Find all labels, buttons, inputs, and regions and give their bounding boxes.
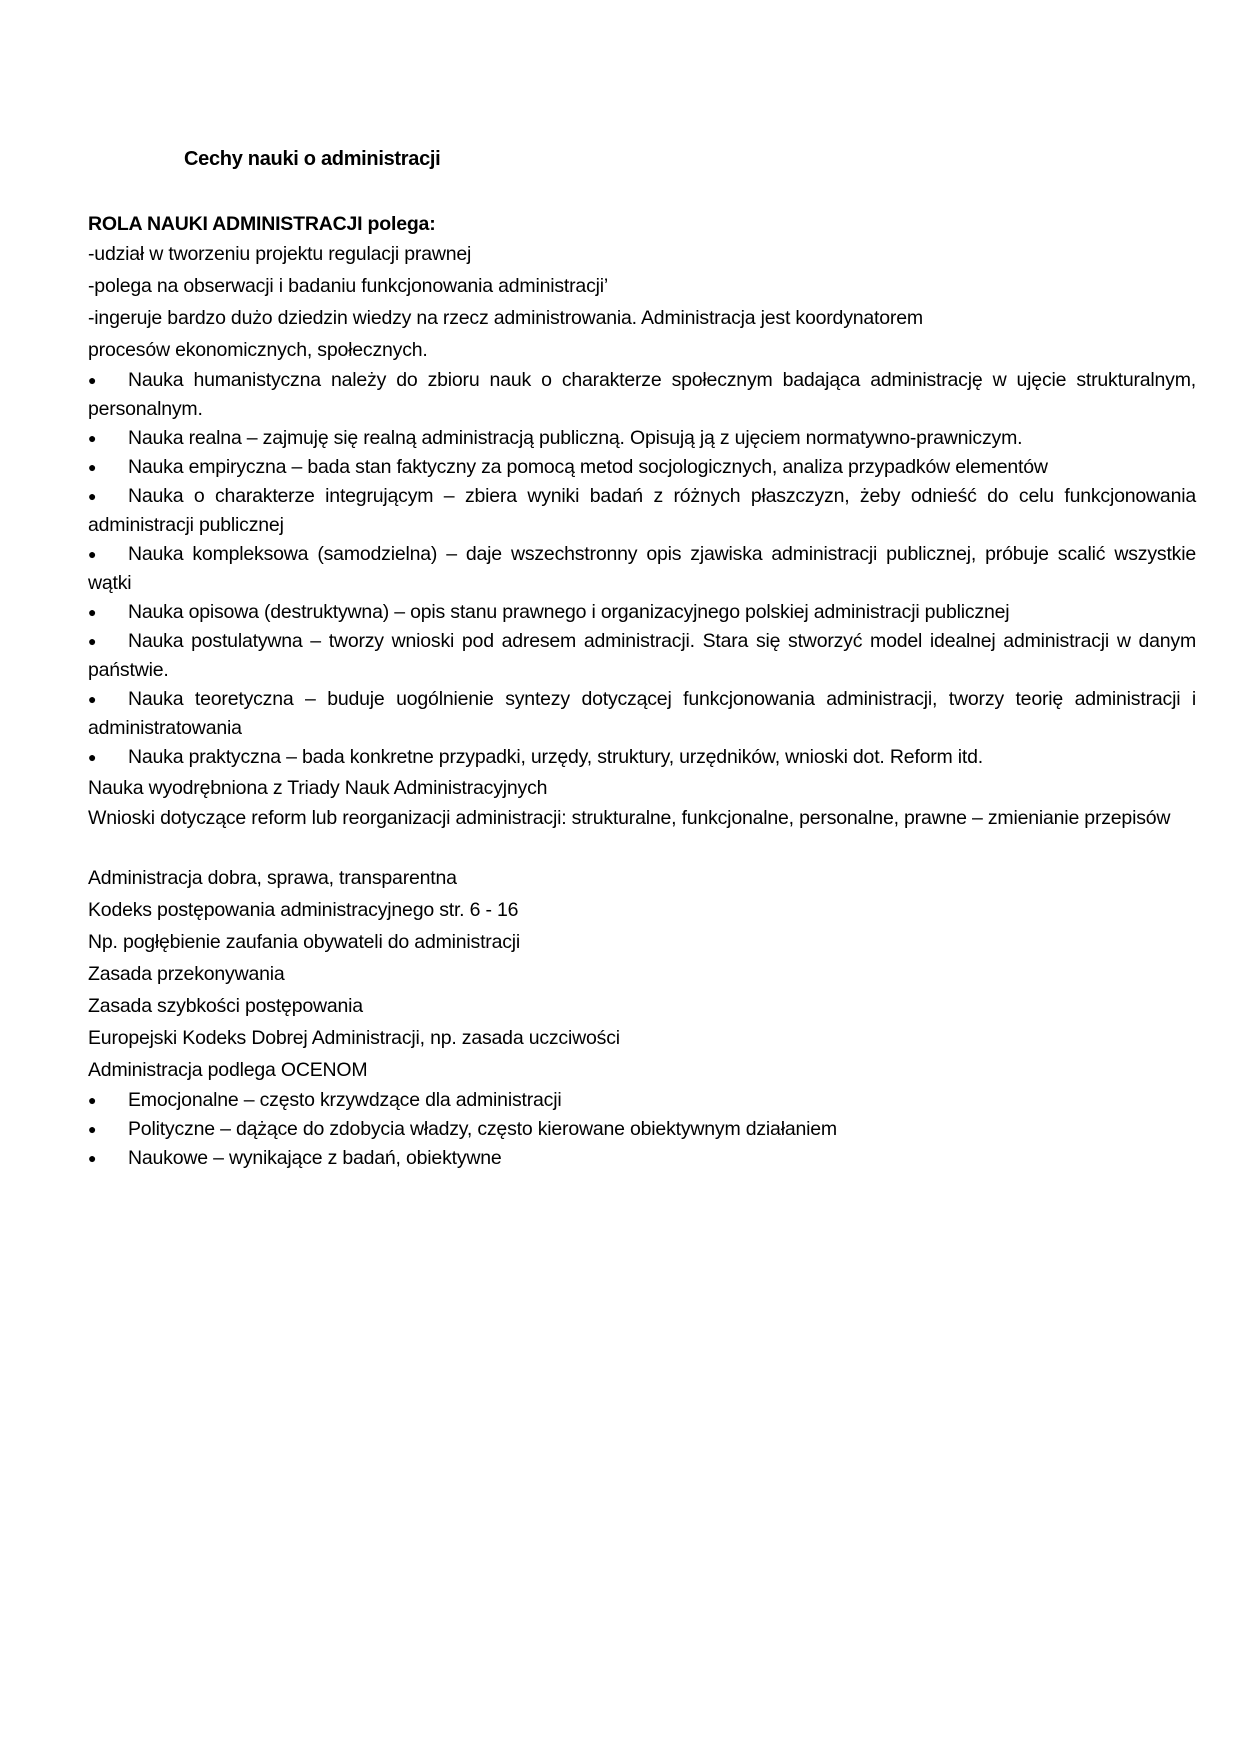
- features-list: [88, 366, 1196, 772]
- list-item: [88, 424, 1196, 453]
- feature-text: Nauka teoretyczna – buduje uogólnienie syntezy dotyczącej funkcjonowania administracji, tworzy teorię administracji i administratowania: [88, 688, 1196, 739]
- paragraph: Wnioski dotyczące reform lub reorganizacji administracji: strukturalne, funkcjonalne, personalne, prawne – zmienianie przepisów: [88, 807, 1171, 829]
- bullet-icon: ●: [88, 1092, 97, 1108]
- feature-text: Nauka kompleksowa (samodzielna) – daje wszechstronny opis zjawiska administracji publicznej, próbuje scalić wszystkie wątki: [88, 543, 1196, 594]
- feature-text: Nauka realna – zajmuję się realną administracją publiczną. Opisują ją z ujęciem normatywno-prawniczym.: [128, 427, 1023, 449]
- document-body: [88, 211, 1196, 1173]
- bullet-icon: ●: [88, 749, 97, 765]
- role-heading: ROLA NAUKI ADMINISTRACJI polega:: [88, 213, 436, 235]
- role-line: procesów ekonomicznych, społecznych.: [88, 339, 428, 361]
- role-line: -polega na obserwacji i badaniu funkcjonowania administracji’: [88, 275, 609, 297]
- paragraph: Administracja dobra, sprawa, transparentna: [88, 867, 457, 889]
- paragraph: Zasada przekonywania: [88, 963, 285, 985]
- list-item: [88, 482, 1196, 540]
- list-item: [88, 366, 1196, 424]
- paragraph: Nauka wyodrębniona z Triady Nauk Administracyjnych: [88, 777, 548, 799]
- bullet-icon: ●: [88, 1121, 97, 1137]
- list-item: [88, 598, 1196, 627]
- paragraph: Kodeks postępowania administracyjnego str. 6 - 16: [88, 899, 519, 921]
- bullet-icon: ●: [88, 459, 97, 475]
- assessment-text: Emocjonalne – często krzywdzące dla administracji: [128, 1089, 562, 1111]
- feature-text: Nauka praktyczna – bada konkretne przypadki, urzędy, struktury, urzędników, wnioski dot. Reform itd.: [128, 746, 984, 768]
- bullet-icon: ●: [88, 546, 97, 562]
- list-item: [88, 743, 1196, 772]
- feature-text: Nauka postulatywna – tworzy wnioski pod adresem administracji. Stara się stworzyć model idealnej administracji w danym państwie.: [88, 630, 1196, 681]
- bullet-icon: ●: [88, 633, 97, 649]
- list-item: [88, 1086, 1196, 1115]
- paragraph: Zasada szybkości postępowania: [88, 995, 363, 1017]
- feature-text: Nauka empiryczna – bada stan faktyczny za pomocą metod socjologicznych, analiza przypadków elementów: [128, 456, 1048, 478]
- feature-text: Nauka opisowa (destruktywna) – opis stanu prawnego i organizacyjnego polskiej administracji publicznej: [128, 601, 1010, 623]
- bullet-icon: ●: [88, 372, 97, 388]
- bullet-icon: ●: [88, 691, 97, 707]
- assessment-text: Polityczne – dążące do zdobycia władzy, często kierowane obiektywnym działaniem: [128, 1118, 837, 1140]
- role-line: -udział w tworzeniu projektu regulacji prawnej: [88, 243, 472, 265]
- feature-text: Nauka o charakterze integrującym – zbiera wyniki badań z różnych płaszczyzn, żeby odnieść do celu funkcjonowania administracji publicznej: [88, 485, 1196, 536]
- list-item: [88, 540, 1196, 598]
- list-item: [88, 453, 1196, 482]
- list-item: [88, 685, 1196, 743]
- list-item: [88, 1115, 1196, 1144]
- paragraph: Europejski Kodeks Dobrej Administracji, np. zasada uczciwości: [88, 1027, 620, 1049]
- bullet-icon: ●: [88, 488, 97, 504]
- list-item: [88, 627, 1196, 685]
- bullet-icon: ●: [88, 1150, 97, 1166]
- paragraph: Administracja podlega OCENOM: [88, 1059, 368, 1081]
- bullet-icon: ●: [88, 604, 97, 620]
- assessments-list: [88, 1086, 1196, 1173]
- document-title: Cechy nauki o administracji: [184, 148, 441, 170]
- bullet-icon: ●: [88, 430, 97, 446]
- assessment-text: Naukowe – wynikające z badań, obiektywne: [128, 1147, 502, 1169]
- paragraph: Np. pogłębienie zaufania obywateli do administracji: [88, 931, 521, 953]
- role-line: -ingeruje bardzo dużo dziedzin wiedzy na rzecz administrowania. Administracja jest koordynatorem: [88, 307, 923, 329]
- feature-text: Nauka humanistyczna należy do zbioru nauk o charakterze społecznym badająca administrację w ujęcie strukturalnym, personalnym.: [88, 369, 1196, 420]
- list-item: [88, 1144, 1196, 1173]
